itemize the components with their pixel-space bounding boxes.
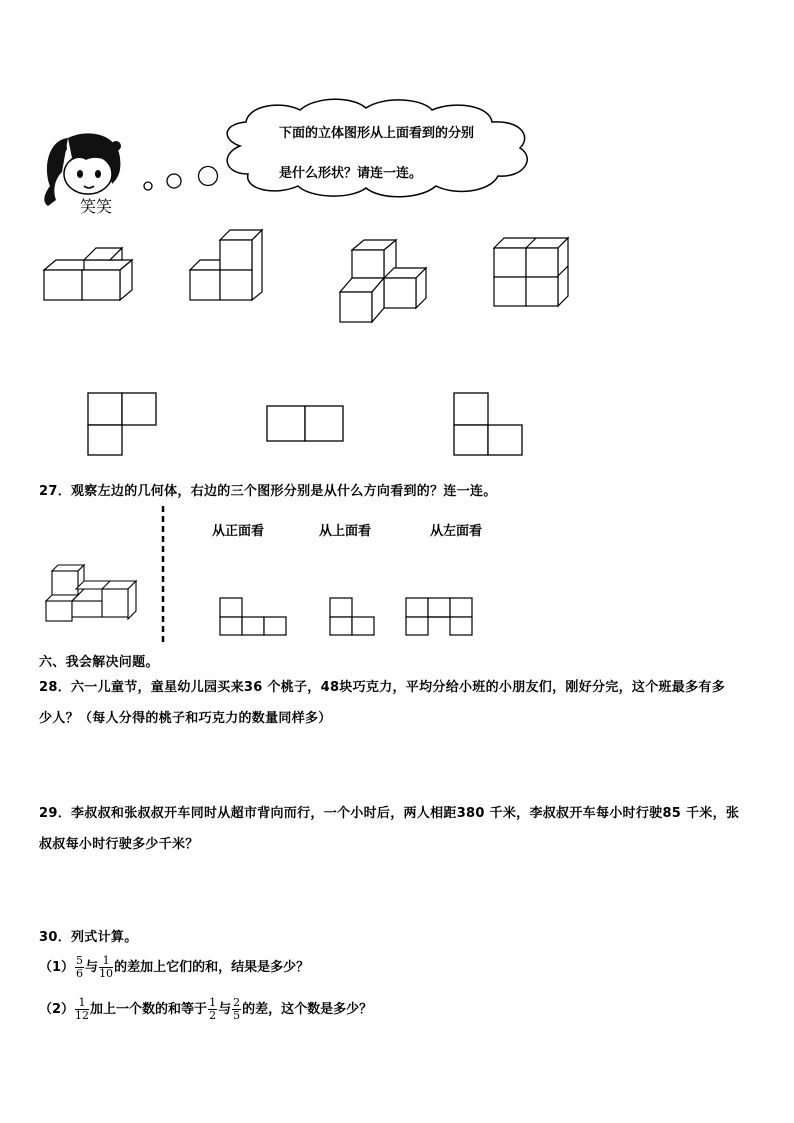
label-front-view: 从正面看 — [212, 524, 265, 539]
q27-text: 27．观察左边的几何体，右边的三个图形分别是从什么方向看到的？连一连。 — [39, 484, 497, 499]
dashed-divider — [161, 506, 165, 646]
q30-part-2: （2） $\frac{1}{12}$ 加上一个数的和等于 $\frac{1}{2}$ 与 $\frac{2}{5}$ 的差，这个数是多少？ — [39, 996, 373, 1022]
q29-line-1: 29．李叔叔和张叔叔开车同时从超市背向而行，一个小时后，两人相距380 千米，李叔叔开车每小时行驶85 千米，张 — [39, 806, 740, 821]
bubble-line-2: 是什么形状？请连一连。 — [279, 166, 423, 181]
bubble-line-1: 下面的立体图形从上面看到的分别 — [279, 126, 475, 141]
left-view-shape — [404, 596, 484, 646]
fraction-1-10: $\frac{1}{10}$ — [99, 954, 114, 980]
front-view-shape — [218, 596, 298, 646]
q28-line-1: 28．六一儿童节，童星幼儿园买来36 个桃子，48块巧克力，平均分给小班的小朋友们，刚好分完，这个班最多有多 — [39, 680, 725, 695]
plan-view-1 — [86, 390, 166, 460]
q30-title: 30．列式计算。 — [39, 930, 138, 945]
solid-figure-2 — [186, 226, 276, 306]
label-left-view: 从左面看 — [430, 524, 483, 539]
q30-part-1: （1） $\frac{5}{6}$ 与 $\frac{1}{10}$ 的差加上它们的和，结果是多少？ — [39, 954, 310, 980]
q30-p2-prefix: （2） — [39, 1002, 75, 1017]
fraction-1-2: $\frac{1}{2}$ — [209, 996, 217, 1022]
plan-view-3 — [451, 390, 531, 460]
q29-line-2: 叔叔每小时行驶多少千米？ — [39, 837, 199, 852]
mascot-caption: 笑笑 — [80, 197, 113, 216]
fraction-5-6: $\frac{5}{6}$ — [76, 954, 84, 980]
solid-figure-3 — [336, 236, 436, 326]
section-6-title: 六、我会解决问题。 — [39, 655, 159, 670]
fraction-2-5: $\frac{2}{5}$ — [233, 996, 241, 1022]
q30-p1-prefix: （1） — [39, 960, 75, 975]
q27-solid-figure — [42, 563, 142, 633]
top-view-shape — [328, 596, 388, 646]
thought-bubble — [140, 96, 580, 206]
solid-figure-4 — [490, 236, 580, 316]
solid-figure-1 — [40, 242, 140, 312]
label-top-view: 从上面看 — [319, 524, 372, 539]
fraction-1-12: $\frac{1}{12}$ — [75, 996, 90, 1022]
plan-view-2 — [264, 403, 354, 453]
q28-line-2: 少人？（每人分得的桃子和巧克力的数量同样多） — [39, 711, 332, 726]
